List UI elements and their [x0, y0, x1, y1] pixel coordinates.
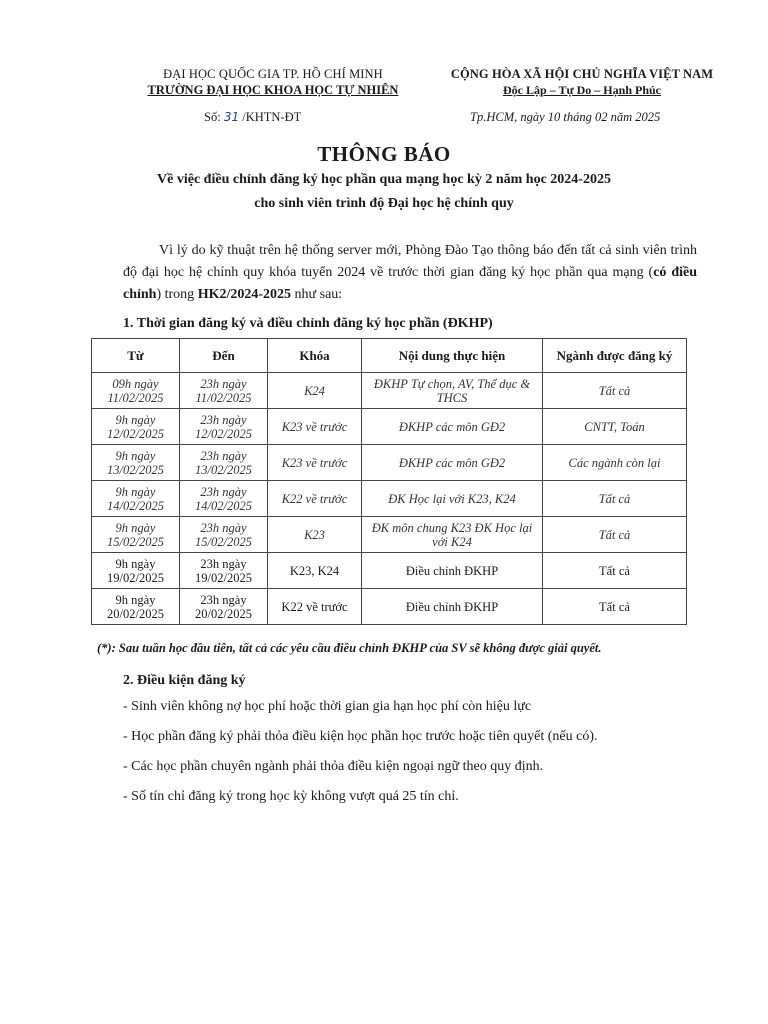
cell-to: 23h ngày 11/02/2025	[180, 373, 268, 409]
table-row	[92, 589, 687, 625]
cell-cohort: K22 về trước	[268, 481, 362, 517]
cell-to: 23h ngày 19/02/2025	[180, 553, 268, 589]
school-name: TRƯỜNG ĐẠI HỌC KHOA HỌC TỰ NHIÊN	[147, 83, 399, 97]
cell-major: Tất cả	[543, 373, 687, 409]
col-header-major: Ngành được đăng ký	[543, 339, 687, 373]
document-number: Số: 31 /KHTN-ĐT	[204, 110, 302, 124]
cell-major: CNTT, Toán	[543, 409, 687, 445]
col-header-cohort: Khóa	[268, 339, 362, 373]
university-name: ĐẠI HỌC QUỐC GIA TP. HỒ CHÍ MINH	[163, 67, 383, 81]
cell-cohort: K23 về trước	[268, 409, 362, 445]
document-subtitle-1: Về việc điều chỉnh đăng ký học phần qua mạng học kỳ 2 năm học 2024-2025	[157, 172, 611, 187]
cell-major: Tất cả	[543, 481, 687, 517]
table-row	[92, 553, 687, 589]
cell-major: Tất cả	[543, 517, 687, 553]
issuer-header	[118, 66, 428, 98]
cell-content: ĐKHP các môn GĐ2	[362, 445, 543, 481]
condition-item: - Các học phần chuyên ngành phải thỏa điều kiện ngoại ngữ theo quy định.	[123, 759, 544, 774]
table-row	[92, 373, 687, 409]
registration-schedule-table	[91, 338, 687, 625]
table-row	[92, 517, 687, 553]
col-header-content: Nội dung thực hiện	[362, 339, 543, 373]
condition-item: - Học phần đăng ký phải thỏa điều kiện học phần học trước hoặc tiên quyết (nếu có).	[123, 729, 598, 744]
document-date: Tp.HCM, ngày 10 tháng 02 năm 2025	[470, 110, 661, 124]
national-header	[432, 66, 732, 98]
col-header-from: Từ	[92, 339, 180, 373]
cell-cohort: K24	[268, 373, 362, 409]
cell-cohort: K22 về trước	[268, 589, 362, 625]
condition-item: - Sinh viên không nợ học phí hoặc thời gian gia hạn học phí còn hiệu lực	[123, 699, 532, 714]
cell-from: 9h ngày 14/02/2025	[92, 481, 180, 517]
cell-from: 9h ngày 19/02/2025	[92, 553, 180, 589]
section-1-title: 1. Thời gian đăng ký và điều chỉnh đăng ký học phần (ĐKHP)	[123, 316, 493, 331]
document-subtitle-2: cho sinh viên trình độ Đại học hệ chính quy	[254, 196, 514, 211]
document-title: THÔNG BÁO	[317, 142, 451, 166]
cell-cohort: K23, K24	[268, 553, 362, 589]
cell-from: 09h ngày 11/02/2025	[92, 373, 180, 409]
cell-major: Tất cả	[543, 553, 687, 589]
cell-from: 9h ngày 12/02/2025	[92, 409, 180, 445]
intro-paragraph: Vì lý do kỹ thuật trên hệ thống server mới, Phòng Đào Tạo thông báo đến tất cả sinh viên trình độ đại học hệ chính quy khóa tuyển 2024 về trước thời gian đăng ký học phần qua mạng (có điều chỉnh) trong HK2/2024-2025 như sau:	[123, 243, 697, 302]
col-header-to: Đến	[180, 339, 268, 373]
handwritten-number: 31	[223, 110, 240, 124]
national-motto: Độc Lập – Tự Do – Hạnh Phúc	[502, 83, 661, 97]
cell-from: 9h ngày 13/02/2025	[92, 445, 180, 481]
cell-to: 23h ngày 12/02/2025	[180, 409, 268, 445]
cell-from: 9h ngày 20/02/2025	[92, 589, 180, 625]
cell-cohort: K23	[268, 517, 362, 553]
country-name: CỘNG HÒA XÃ HỘI CHỦ NGHĨA VIỆT NAM	[450, 67, 714, 81]
cell-from: 9h ngày 15/02/2025	[92, 517, 180, 553]
table-row	[92, 445, 687, 481]
condition-item: - Số tín chỉ đăng ký trong học kỳ không vượt quá 25 tín chỉ.	[123, 789, 459, 804]
footnote: (*): Sau tuần học đầu tiên, tất cả các yêu cầu điều chỉnh ĐKHP của SV sẽ không được giải quyết.	[97, 641, 602, 655]
section-2-title: 2. Điều kiện đăng ký	[123, 673, 246, 688]
cell-to: 23h ngày 14/02/2025	[180, 481, 268, 517]
table-row	[92, 409, 687, 445]
cell-to: 23h ngày 13/02/2025	[180, 445, 268, 481]
cell-cohort: K23 về trước	[268, 445, 362, 481]
cell-content: ĐKHP các môn GĐ2	[362, 409, 543, 445]
cell-content: ĐKHP Tự chọn, AV, Thể dục & THCS	[362, 373, 543, 409]
table-row	[92, 481, 687, 517]
table-header-row	[92, 339, 687, 373]
cell-content: Điều chỉnh ĐKHP	[362, 589, 543, 625]
cell-major: Tất cả	[543, 589, 687, 625]
cell-content: ĐK môn chung K23 ĐK Học lại với K24	[362, 517, 543, 553]
cell-to: 23h ngày 20/02/2025	[180, 589, 268, 625]
cell-content: Điều chỉnh ĐKHP	[362, 553, 543, 589]
cell-major: Các ngành còn lại	[543, 445, 687, 481]
cell-to: 23h ngày 15/02/2025	[180, 517, 268, 553]
cell-content: ĐK Học lại với K23, K24	[362, 481, 543, 517]
